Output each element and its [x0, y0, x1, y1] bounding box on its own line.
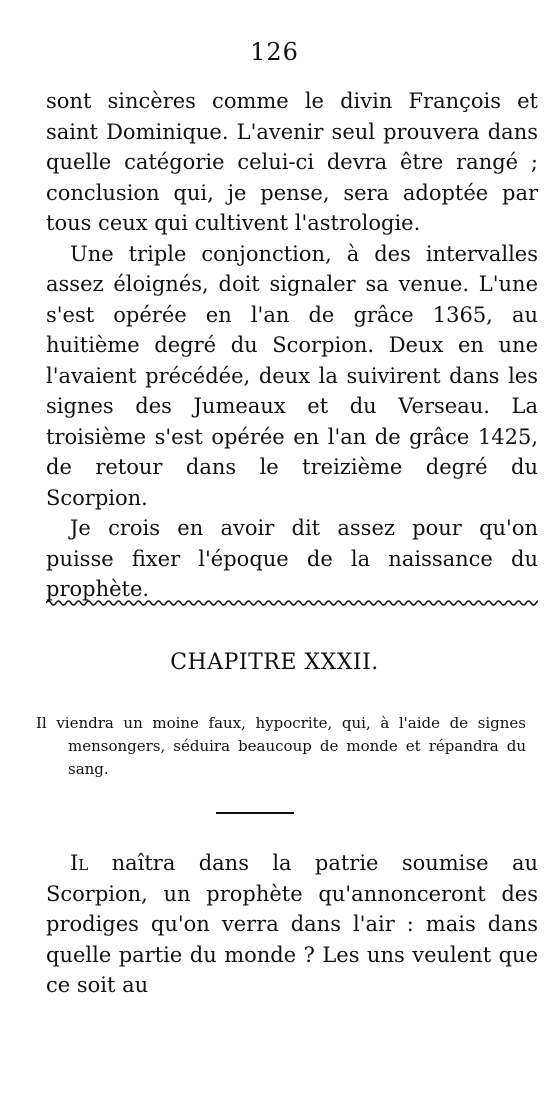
paragraph-opening-text: naîtra dans la patrie soumise au Scorpion, un prophète qu'annonceront des prodiges qu'on verra dans l'air : mais dans quelle partie du monde ? Les uns veulent que ce soit au	[46, 851, 538, 997]
wavy-divider	[46, 598, 538, 608]
chapter-title: CHAPITRE XXXII.	[170, 650, 379, 675]
paragraph-continuation: sont sincères comme le divin François et saint Dominique. L'avenir seul prouvera dans quelle catégorie celui-ci devra être rangé ; conclusion qui, je pense, sera adoptée par tous ceux qui cultivent l'astrologie.	[46, 89, 538, 235]
paragraph-conjunction: Une triple conjonction, à des intervalles assez éloignés, doit signaler sa venue. L'une s'est opérée en l'an de grâce 1365, au huitième degré du Scorpion. Deux en une l'avaient précédée, deux la suivirent dans les signes des Jumeaux et du Verseau. La troisième s'est opérée en l'an de grâce 1425, de retour dans le treizième degré du Scorpion.	[46, 241, 538, 510]
drop-lead-word: Il	[70, 851, 89, 875]
paragraph-conclusion: Je crois en avoir dit assez pour qu'on puisse fixer l'époque de la naissance du prophète.	[46, 516, 538, 601]
top-text-block	[46, 86, 538, 605]
bottom-text-block	[46, 848, 538, 1001]
paragraph-opening	[46, 848, 538, 1001]
chapter-summary	[36, 712, 526, 781]
chapter-summary-text: Il viendra un moine faux, hypocrite, qui, à l'aide de signes mensongers, séduira beaucoup de monde et répandra du sang.	[36, 714, 526, 778]
page-number: 126	[250, 38, 299, 66]
section-rule	[216, 812, 294, 814]
